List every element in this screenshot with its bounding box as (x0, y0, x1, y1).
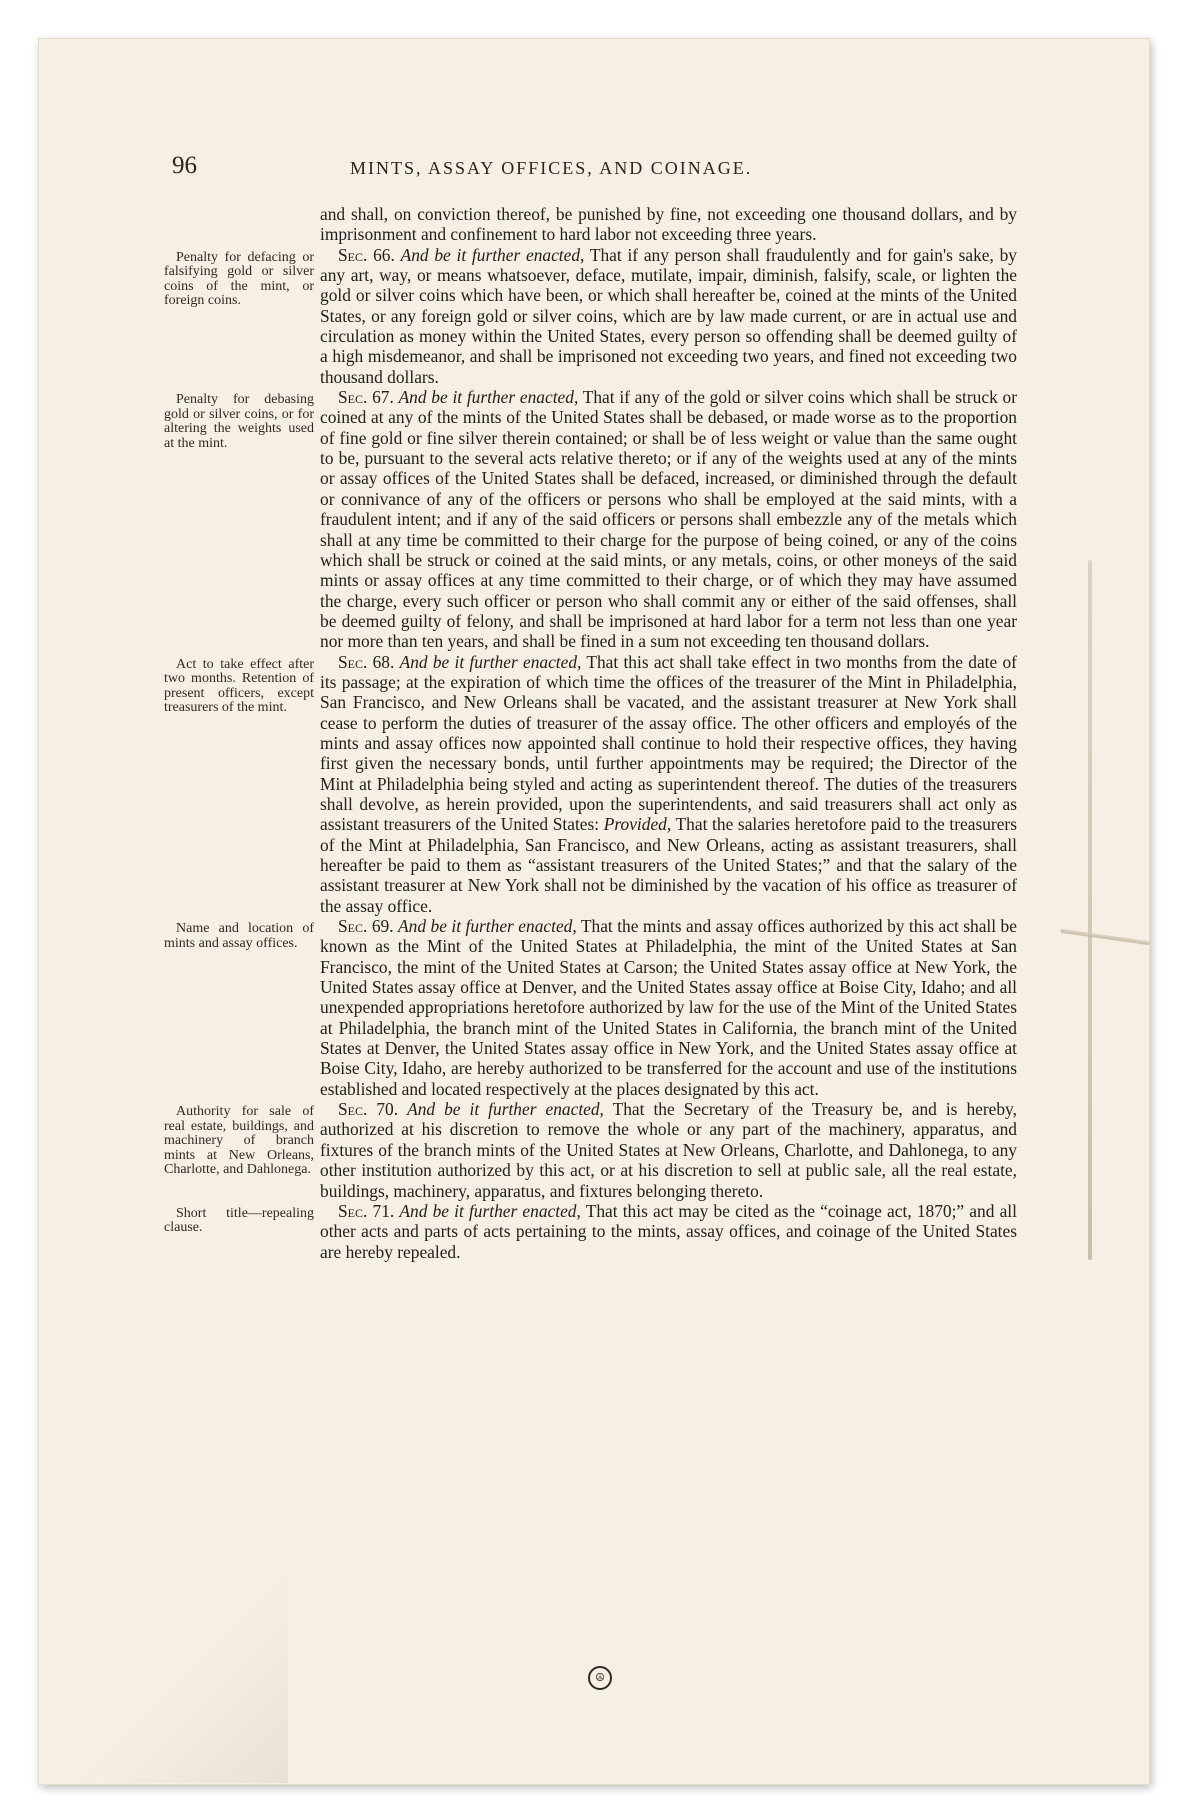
enacting-clause: And be it further enacted, (399, 651, 582, 672)
section-body: That if any person shall fraudulently and for gain's sake, by any art, way, or means whatsoever, deface, mutilate, impair, diminish, falsify, scale, or lighten the gold or silver coins which have been, or which shall hereafter be, coined at the mints of the United States, or any foreign gold or silver coins, which are by law made current, or are in actual use and circulation as money within the United States, every person so offending shall be deemed guilty of a high misdemeanor, and shall be imprisoned not exceeding two years, and fined not exceeding two thousand dollars. (320, 244, 1017, 387)
page-body (164, 204, 1024, 1262)
margin-note: Penalty for defacing or falsifying gold or silver coins of the mint, or foreign coins. (164, 249, 314, 309)
section-68 (164, 652, 1024, 916)
section-body: That the Secretary of the Treasury be, and is hereby, authorized at his discretion to remove the whole or any part of the machinery, apparatus, and fixtures of the branch mints of the United States at New Orleans, Charlotte, and Dahlonega, to any other institution authorized by this act, or at his discretion to sell at public sale, all the real estate, buildings, machinery, apparatus, and fixtures belonging thereto. (320, 1099, 1017, 1201)
section-number: Sec. 68. (338, 651, 395, 672)
running-title: MINTS, ASSAY OFFICES, AND COINAGE. (350, 158, 753, 178)
margin-note: Name and location of mints and assay offices. (164, 921, 314, 951)
page-number: 96 (172, 152, 197, 179)
enacting-clause: And be it further enacted, (400, 244, 585, 265)
margin-note: Penalty for debasing gold or silver coins, or for altering the weights used at the mint. (164, 392, 314, 451)
section-text (320, 387, 1017, 651)
enacting-clause: And be it further enacted, (407, 1099, 604, 1120)
section-number: Sec. 67. (338, 387, 394, 408)
section-text (320, 652, 1017, 916)
section-number: Sec. 71. (338, 1200, 395, 1221)
enacting-clause: And be it further enacted, (398, 387, 579, 408)
section-text (320, 1201, 1017, 1262)
section-body: That this act may be cited as the “coinage act, 1870;” and all other acts and parts of acts pertaining to the mints, assay offices, and coinage of the United States are hereby repealed. (320, 1200, 1017, 1262)
section-body: That if any of the gold or silver coins which shall be struck or coined at any of the mints of the United States shall be debased, or made worse as to the proportion of fine gold or fine silver therein contained; or shall be of less weight or value than the same ought to be, pursuant to the several acts relative thereto; or if any of the weights used at any of the mints or assay offices of the United States shall be defaced, increased, or diminished through the default or connivance of any of the officers or persons who shall be employed at the said mints, with a fraudulent intent; and if any of the said officers or persons shall embezzle any of the metals which shall at any time be committed to their charge for the purpose of being coined, or any of the coins which shall be struck or coined at the said mints, or any metals, coins, or other moneys of the said mints or assay offices at any time committed to their charge, or of which they may have assumed the charge, every such officer or person who shall commit any or either of the said offenses, shall be deemed guilty of felony, and shall be imprisoned at hard labor for a term not less than one year nor more than ten years, and shall be fined in a sum not exceeding ten thousand dollars. (320, 387, 1017, 652)
section-66 (164, 245, 1024, 387)
section-text (320, 245, 1017, 387)
section-text (320, 1099, 1017, 1201)
section-body: That this act shall take effect in two months from the date of its passage; at the expiration of which time the offices of the treasurer of the Mint in Philadelphia, San Francisco, and New Orleans shall be vacated, and the assistant treasurer at New York shall cease to perform the duties of treasurer of the assay office. The other officers and employés of the mints and assay offices now appointed shall continue to hold their respective offices, they having first given the necessary bonds, until further appointments may be required; the Director of the Mint at Philadelphia being styled and acting as superintendent thereof. The duties of the treasurers shall devolve, as herein provided, upon the superintendents, and said treasurers shall act only as assistant treasurers of the United States: (320, 651, 1017, 835)
section-67 (164, 387, 1024, 651)
section-number: Sec. 70. (338, 1099, 399, 1120)
section-body-continued: That the salaries heretofore paid to the treasurers of the Mint at Philadelphia, San Francisco, and New Orleans, acting as assistant treasurers, shall hereafter be paid to them as “assistant treasurers of the United States;” and that the salary of the assistant treasurer at New York shall not be diminished by the vacation of his office as treasurer of the assay office. (320, 814, 1017, 916)
margin-note: Short title—repealing clause. (164, 1205, 314, 1236)
page-fold (38, 1483, 288, 1783)
margin-note: Authority for sale of real estate, buildings, and machinery of branch mints at New Orleans, Charlotte, and Dahlonega. (164, 1104, 314, 1178)
section-71 (164, 1201, 1024, 1262)
section-70 (164, 1099, 1024, 1201)
section-number: Sec. 69. (338, 916, 394, 937)
continuation-text: and shall, on conviction thereof, be punished by fine, not exceeding one thousand dollars, and by imprisonment and confinement to hard labor not exceeding three years. (320, 204, 1017, 245)
enacting-clause: And be it further enacted, (399, 1200, 581, 1221)
margin-note-empty (164, 204, 320, 245)
section-number: Sec. 66. (338, 244, 395, 265)
page-header (0, 152, 1195, 182)
continuation-block (164, 204, 1024, 245)
section-body: That the mints and assay offices authorized by this act shall be known as the Mint of the United States at Philadelphia, the mint of the United States at San Francisco, the mint of the United States at Carson; the United States assay office at New York, the United States assay office at Denver, and the United States assay office at Boise City, Idaho; and all unexpended appropriations heretofore authorized by law for the use of the Mint of the United States at Philadelphia, the branch mint of the United States in California, the branch mint of the United States at Denver, the United States assay office in New York, and the United States assay office at Boise City, Idaho, are hereby authorized to be transferred for the account and use of the institutions established and located respectively at the places designated by this act. (320, 916, 1017, 1099)
binding-string (1088, 560, 1092, 1260)
section-text (320, 916, 1017, 1099)
margin-note: Act to take effect after two months. Retention of present officers, except treasurers of the mint. (164, 656, 314, 716)
proviso: Provided, (603, 814, 672, 835)
enacting-clause: And be it further enacted, (398, 916, 577, 937)
printer-mark-icon: ☮ (588, 1666, 612, 1690)
section-69 (164, 916, 1024, 1099)
